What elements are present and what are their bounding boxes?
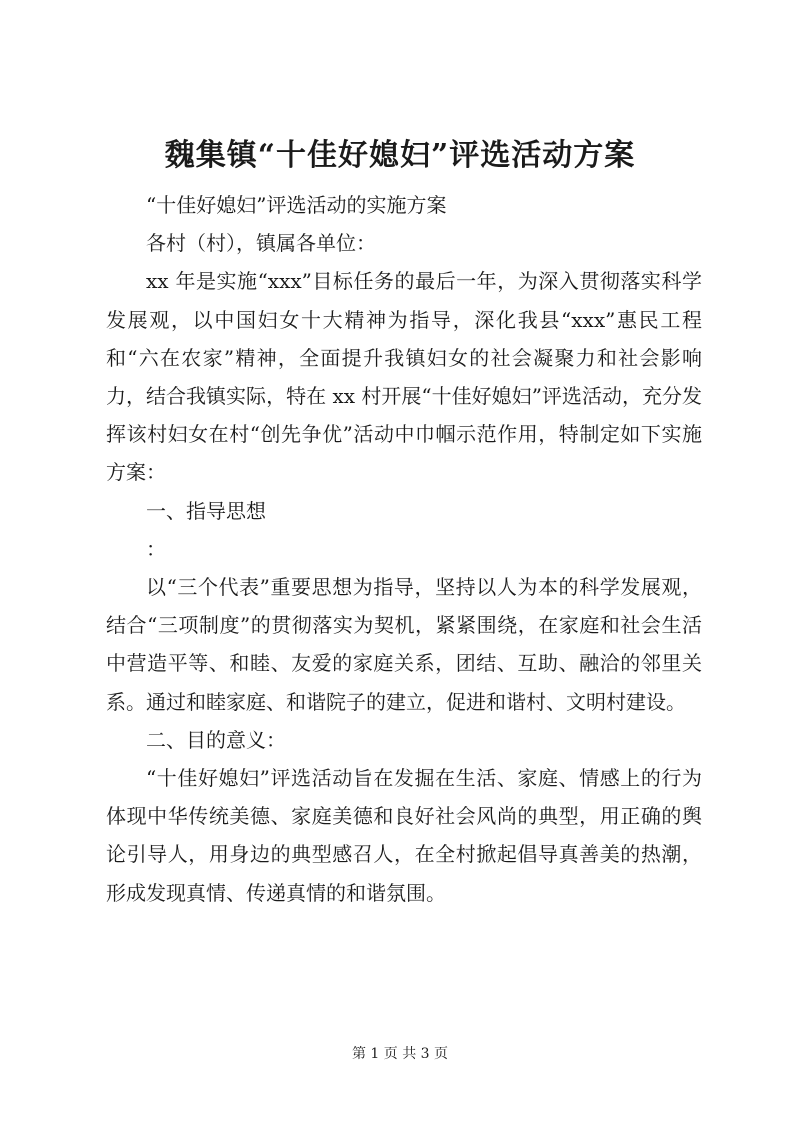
section-heading-guiding-thought: 一、指导思想 (146, 498, 266, 523)
purpose-paragraph: “十佳好媳妇”评选活动旨在发掘在生活、家庭、情感上的行为体现中华传统美德、家庭美德和良好社会风尚的典型，用正确的舆论引导人，用身边的典型感召人，在全村掀起倡导真善美的热潮，形成发现真情、传递真情的和谐氛围。 (106, 766, 702, 905)
guiding-thought-paragraph: 以“三个代表”重要思想为指导，坚持以人为本的科学发展观，结合“三项制度”的贯彻落实为契机，紧紧围绕，在家庭和社会生活中营造平等、和睦、友爱的家庭关系，团结、互助、融洽的邻里关系。通过和睦家庭、和谐院子的建立，促进和谐村、文明村建设。 (106, 575, 702, 714)
document-body (106, 186, 702, 912)
salutation-paragraph: 各村（村），镇属各单位： (146, 231, 376, 256)
subtitle-paragraph: “十佳好媳妇”评选活动的实施方案 (146, 193, 447, 217)
document-title: 魏集镇“十佳好媳妇”评选活动方案 (164, 138, 636, 173)
section-heading-purpose: 二、目的意义： (146, 727, 286, 752)
page-footer: 第 1 页 共 3 页 (351, 1046, 449, 1062)
colon-line: ： (146, 536, 166, 561)
intro-paragraph: xx 年是实施“xxx”目标任务的最后一年，为深入贯彻落实科学发展观，以中国妇女十大精神为指导，深化我县“xxx”惠民工程和“六在农家”精神，全面提升我镇妇女的社会凝聚力和社会影响力，结合我镇实际，特在 xx 村开展“十佳好媳妇”评选活动，充分发挥该村妇女在村“创先争优”活动中巾帼示范作用，特制定如下实施方案： (106, 269, 702, 485)
